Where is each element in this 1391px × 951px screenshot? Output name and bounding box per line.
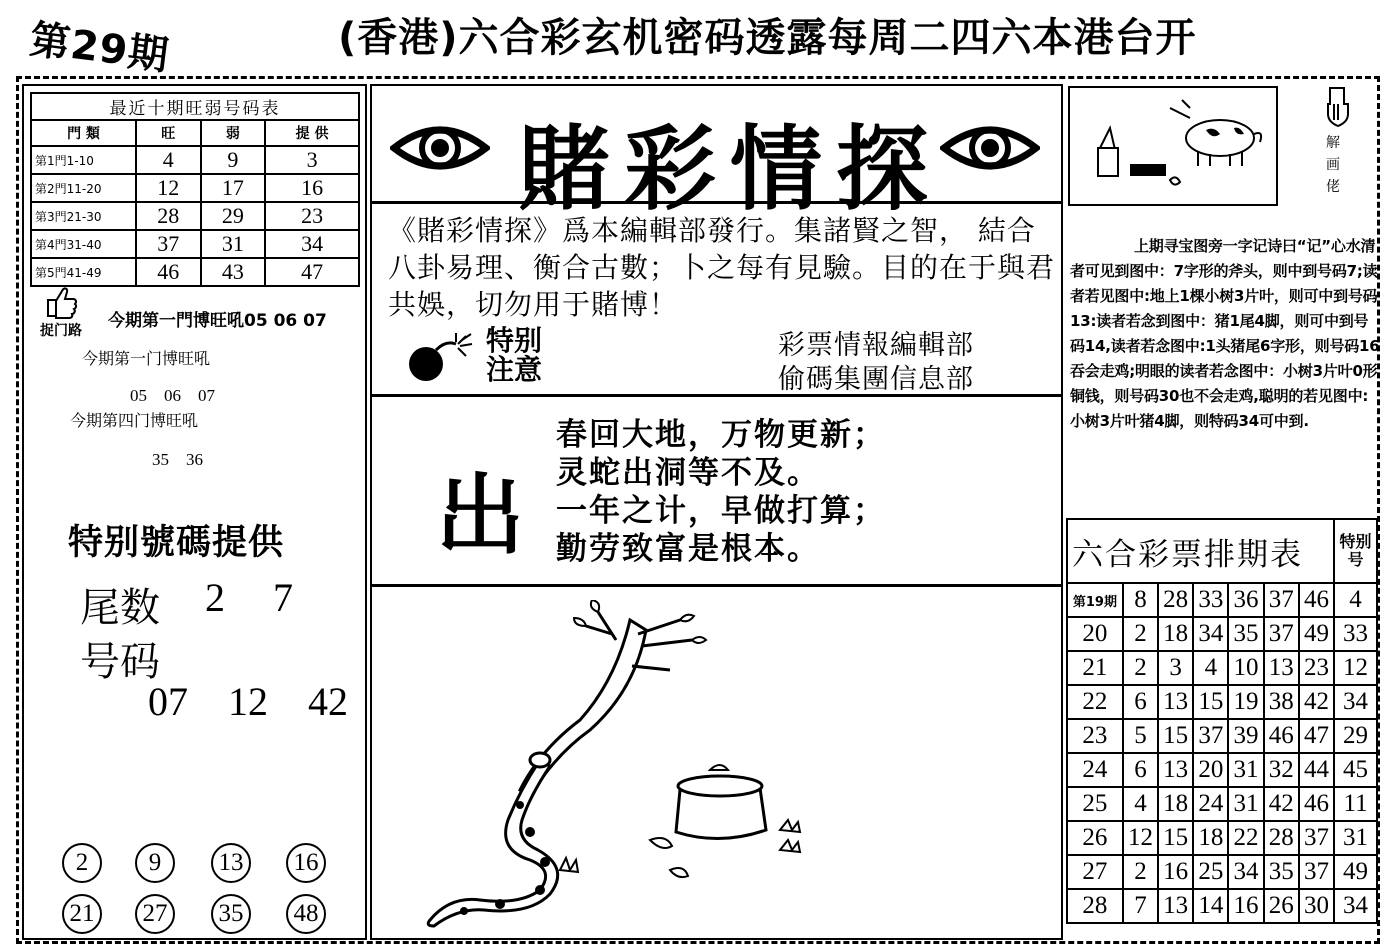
- number-cell: 2: [1123, 651, 1158, 685]
- pig-illustration: [1070, 88, 1276, 204]
- issue-cell: 26: [1067, 821, 1123, 855]
- poem-line: 勤劳致富是根本。: [556, 531, 820, 567]
- number-cell: 13: [1264, 651, 1299, 685]
- number-cell: 49: [1299, 617, 1334, 651]
- table-cell: 37: [136, 230, 201, 258]
- table-header: 弱: [201, 120, 266, 146]
- number-cell: 18: [1158, 787, 1193, 821]
- table-cell: 43: [201, 258, 266, 286]
- number-cell: 37: [1193, 719, 1228, 753]
- table-cell: 31: [201, 230, 266, 258]
- number-cell: 28: [1264, 821, 1299, 855]
- number-cell: 2: [1123, 617, 1158, 651]
- code-label: 号码: [80, 639, 160, 685]
- number-cell: 24: [1193, 787, 1228, 821]
- number-cell: 13: [1158, 685, 1193, 719]
- page-headline: (香港)六合彩玄机密码透露每周二四六本港台开: [338, 15, 1197, 61]
- special-title: 特别號碼提供: [68, 523, 285, 563]
- notice-line-2: 注意: [486, 353, 543, 386]
- issue-cell: 25: [1067, 787, 1123, 821]
- table-cell: 16: [265, 174, 359, 202]
- special-cell: 34: [1334, 685, 1377, 719]
- special-cell: 33: [1334, 617, 1377, 651]
- thumb-caption: 捉门路: [40, 323, 82, 339]
- number-cell: 33: [1193, 583, 1228, 617]
- riddle-text: 上期寻宝图旁一字记诗曰“记”心水清者可见到图中：7字形的斧头，则中到号码7;读者若见图中:地上1棵小树3片叶，则可中到号码13:读者若念到图中：猪1尾4脚，则可中到号码14,读者若念图中:1头猪尾6字形，则号码16吞会走鸡;明眼的读者若念图中：小树3片叶0形铜钱，则号码30也不会走鸡,聪明的若见图中:小树3片叶猪4脚，则特码34可中到.: [1070, 237, 1380, 430]
- special-cell: 11: [1334, 787, 1377, 821]
- department-2: 偷碼集團信息部: [778, 364, 974, 395]
- number-cell: 30: [1299, 889, 1334, 923]
- number-cell: 47: [1299, 719, 1334, 753]
- table-row: [1067, 855, 1377, 889]
- divider: [372, 394, 1061, 397]
- number-cell: 13: [1158, 753, 1193, 787]
- number-cell: 22: [1228, 821, 1263, 855]
- circled-number: 2: [62, 843, 102, 883]
- table-row: [1067, 583, 1377, 617]
- puzzle-picture: [1068, 86, 1278, 206]
- circled-number: 13: [211, 843, 251, 883]
- table-row: [1067, 651, 1377, 685]
- number-cell: 7: [1123, 889, 1158, 923]
- number-cell: 18: [1193, 821, 1228, 855]
- code-values: 07 12 42: [148, 679, 348, 724]
- poem-line: 一年之计，早做打算；: [556, 493, 886, 529]
- issue-cell: 21: [1067, 651, 1123, 685]
- poem-line: 春回大地，万物更新；: [556, 417, 886, 453]
- weak-strong-table: [30, 92, 360, 287]
- row-label: 第5門41-49: [31, 258, 136, 286]
- table-header: 提 供: [265, 120, 359, 146]
- circled-number: 16: [286, 843, 326, 883]
- table-row: [1067, 719, 1377, 753]
- tip-line-3: 今期第四门博旺吼: [70, 411, 199, 430]
- tip-line-1: 今期第一门博旺吼: [82, 349, 211, 368]
- number-cell: 14: [1193, 889, 1228, 923]
- issue-cell: 24: [1067, 753, 1123, 787]
- department-1: 彩票情報編輯部: [778, 330, 974, 361]
- table-cell: 28: [136, 202, 201, 230]
- number-cell: 26: [1264, 889, 1299, 923]
- chu-character: 出: [436, 464, 525, 567]
- bomb-icon: [406, 332, 478, 384]
- special-cell: 12: [1334, 651, 1377, 685]
- notice-line-1: 特别: [486, 324, 543, 357]
- number-cell: 37: [1264, 583, 1299, 617]
- eye-icon: [940, 118, 1040, 178]
- number-cell: 5: [1123, 719, 1158, 753]
- number-cell: 34: [1193, 617, 1228, 651]
- picture-caption: 解画佬: [1326, 135, 1340, 195]
- number-cell: 19: [1228, 685, 1263, 719]
- number-cell: 44: [1299, 753, 1334, 787]
- row-label: 第4門31-40: [31, 230, 136, 258]
- table-header: 門 類: [31, 120, 136, 146]
- number-cell: 35: [1264, 855, 1299, 889]
- table-cell: 29: [201, 202, 266, 230]
- table-row: [1067, 889, 1377, 923]
- number-cell: 12: [1123, 821, 1158, 855]
- draw-schedule-table: [1066, 518, 1378, 924]
- number-cell: 2: [1123, 855, 1158, 889]
- special-header: 特别号: [1334, 519, 1377, 583]
- issue-cell: 20: [1067, 617, 1123, 651]
- table-cell: 17: [201, 174, 266, 202]
- number-cell: 37: [1299, 821, 1334, 855]
- notice-label: [486, 326, 542, 384]
- table-cell: 9: [201, 146, 266, 174]
- number-cell: 15: [1193, 685, 1228, 719]
- number-cell: 38: [1264, 685, 1299, 719]
- special-cell: 49: [1334, 855, 1377, 889]
- intro-paragraph: 《賭彩情探》爲本編輯部發行。集諸賢之智， 結合八卦易理、衡合古數；卜之每有見驗。目的在于與君共娛，切勿用于賭博！: [388, 214, 1056, 321]
- circled-number: 27: [135, 894, 175, 934]
- number-cell: 46: [1299, 787, 1334, 821]
- tail-label: 尾数: [80, 585, 160, 631]
- number-cell: 37: [1299, 855, 1334, 889]
- divider: [372, 584, 1061, 587]
- issue-cell: 28: [1067, 889, 1123, 923]
- number-cell: 18: [1158, 617, 1193, 651]
- number-cell: 8: [1123, 583, 1158, 617]
- table-row: [1067, 787, 1377, 821]
- table-row: [1067, 753, 1377, 787]
- number-cell: 6: [1123, 685, 1158, 719]
- special-cell: 34: [1334, 889, 1377, 923]
- number-cell: 15: [1158, 719, 1193, 753]
- row-label: 第3門21-30: [31, 202, 136, 230]
- number-cell: 3: [1158, 651, 1193, 685]
- row-label: 第1門1-10: [31, 146, 136, 174]
- table-cell: 4: [136, 146, 201, 174]
- number-cell: 39: [1228, 719, 1263, 753]
- circled-number: 9: [135, 843, 175, 883]
- table-row: [1067, 821, 1377, 855]
- number-cell: 4: [1193, 651, 1228, 685]
- tip-line-2: 05 06 07: [130, 386, 215, 405]
- number-cell: 13: [1158, 889, 1193, 923]
- number-cell: 37: [1264, 617, 1299, 651]
- number-cell: 32: [1264, 753, 1299, 787]
- circled-number: 21: [62, 894, 102, 934]
- issue-number: 第29期: [27, 16, 172, 80]
- special-cell: 4: [1334, 583, 1377, 617]
- number-cell: 46: [1264, 719, 1299, 753]
- table-cell: 12: [136, 174, 201, 202]
- number-cell: 10: [1228, 651, 1263, 685]
- number-cell: 6: [1123, 753, 1158, 787]
- number-cell: 15: [1158, 821, 1193, 855]
- table-header: 旺: [136, 120, 201, 146]
- poem-line: 灵蛇出洞等不及。: [556, 455, 820, 491]
- pointing-hand-icon: [1322, 86, 1352, 128]
- issue-cell: 22: [1067, 685, 1123, 719]
- special-cell: 29: [1334, 719, 1377, 753]
- number-cell: 35: [1228, 617, 1263, 651]
- number-cell: 28: [1158, 583, 1193, 617]
- number-cell: 16: [1228, 889, 1263, 923]
- number-cell: 42: [1299, 685, 1334, 719]
- circled-number: 35: [211, 894, 251, 934]
- issue-cell: 23: [1067, 719, 1123, 753]
- tip-main-line: 今期第一門博旺吼05 06 07: [108, 311, 327, 331]
- number-cell: 31: [1228, 753, 1263, 787]
- number-cell: 4: [1123, 787, 1158, 821]
- table-cell: 46: [136, 258, 201, 286]
- table-cell: 47: [265, 258, 359, 286]
- snake-tree-illustration: [380, 600, 820, 930]
- tail-values: 2 7: [205, 575, 293, 620]
- thumbs-up-icon: [42, 282, 78, 320]
- number-cell: 46: [1299, 583, 1334, 617]
- number-cell: 16: [1158, 855, 1193, 889]
- eye-icon: [390, 118, 490, 178]
- row-label: 第2門11-20: [31, 174, 136, 202]
- schedule-title: 六合彩票排期表: [1067, 519, 1334, 583]
- table-cell: 34: [265, 230, 359, 258]
- issue-cell: 第19期: [1067, 583, 1123, 617]
- special-cell: 31: [1334, 821, 1377, 855]
- number-cell: 23: [1299, 651, 1334, 685]
- number-cell: 34: [1228, 855, 1263, 889]
- number-cell: 20: [1193, 753, 1228, 787]
- number-cell: 42: [1264, 787, 1299, 821]
- circled-number: 48: [286, 894, 326, 934]
- number-cell: 25: [1193, 855, 1228, 889]
- tip-line-4: 35 36: [152, 450, 203, 469]
- table-cell: 3: [265, 146, 359, 174]
- special-cell: 45: [1334, 753, 1377, 787]
- table-caption: 最近十期旺弱号码表: [31, 93, 359, 120]
- main-title: 賭彩情探: [518, 115, 943, 223]
- issue-cell: 27: [1067, 855, 1123, 889]
- table-row: [1067, 685, 1377, 719]
- number-cell: 36: [1228, 583, 1263, 617]
- table-row: [1067, 617, 1377, 651]
- number-cell: 31: [1228, 787, 1263, 821]
- poem: [556, 416, 886, 568]
- table-cell: 23: [265, 202, 359, 230]
